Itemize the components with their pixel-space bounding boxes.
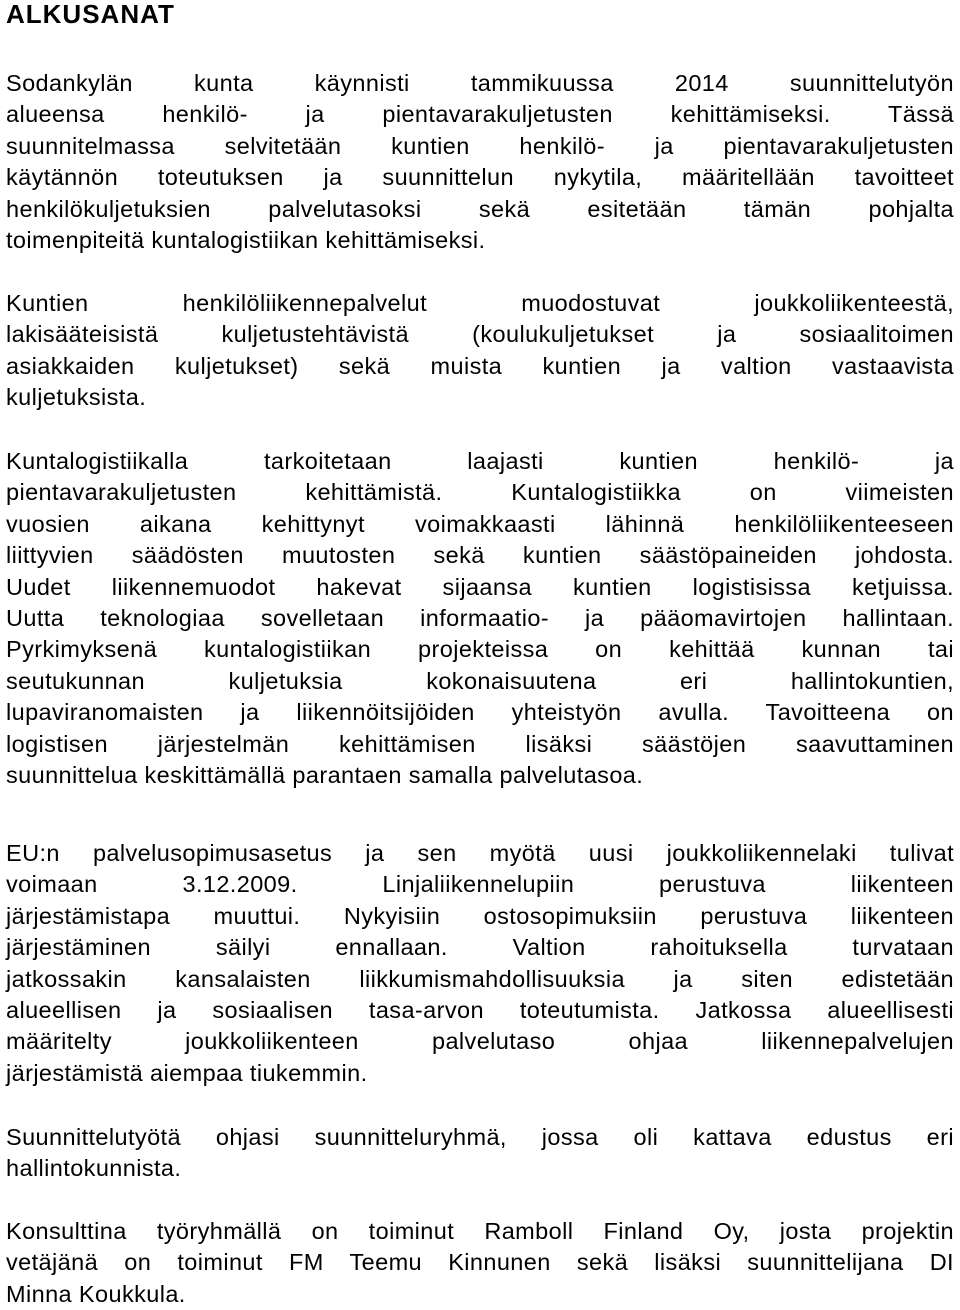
text-line: määritelty joukkoliikenteen palvelutaso ohjaa liikennepalvelujen <box>6 1028 954 1055</box>
text-line: Uutta teknologiaa sovelletaan informaatio- ja pääomavirtojen hallintaan. <box>6 605 954 632</box>
text-line: liittyvien säädösten muutosten sekä kuntien säästöpaineiden johdosta. <box>6 542 954 569</box>
text-line: toimenpiteitä kuntalogistiikan kehittämiseksi. <box>6 227 486 254</box>
text-line: voimaan 3.12.2009. Linjaliikennelupiin perustuva liikenteen <box>6 871 954 898</box>
text-line: järjestämistapa muuttui. Nykyisiin ostosopimuksiin perustuva liikenteen <box>6 902 954 929</box>
paragraph-logistics <box>6 446 954 791</box>
text-line: vuosien aikana kehittynyt voimakkaasti lähinnä henkilöliikenteeseen <box>6 510 954 537</box>
text-line: Kuntien henkilöliikennepalvelut muodostuvat joukkoliikenteestä, <box>6 290 954 316</box>
text-line: pientavarakuljetusten kehittämistä. Kuntalogistiikka on viimeisten <box>6 479 954 506</box>
paragraph-eu-regulation <box>6 838 954 1089</box>
text-line: käytännön toteutuksen ja suunnittelun nykytila, määritellään tavoitteet <box>6 164 954 191</box>
text-line: jatkossakin kansalaisten liikkumismahdollisuuksia ja siten edistetään <box>6 965 954 992</box>
text-line: kuljetuksista. <box>6 384 147 411</box>
page-title: ALKUSANAT <box>6 0 175 29</box>
text-line: henkilökuljetuksien palvelutasoksi sekä esitetään tämän pohjalta <box>6 195 954 222</box>
text-line: suunnittelua keskittämällä parantaen samalla palvelutasoa. <box>6 762 644 789</box>
text-line: Konsulttina työryhmällä on toiminut Ramboll Finland Oy, josta projektin <box>6 1218 954 1244</box>
text-line: lupaviranomaisten ja liikennöitsijöiden yhteistyön avulla. Tavoitteena on <box>6 699 954 726</box>
text-line: asiakkaiden kuljetukset) sekä muista kuntien ja valtion vastaavista <box>6 352 954 379</box>
text-line: Pyrkimyksenä kuntalogistiikan projekteissa on kehittää kunnan tai <box>6 636 954 663</box>
paragraph-consultant <box>6 1216 954 1310</box>
paragraph-intro <box>6 68 954 256</box>
text-line: hallintokunnista. <box>6 1155 182 1182</box>
text-line: järjestämistä aiempaa tiukemmin. <box>6 1059 368 1086</box>
text-line: logistisen järjestelmän kehittämisen lisäksi säästöjen saavuttaminen <box>6 730 954 757</box>
text-line: alueensa henkilö- ja pientavarakuljetusten kehittämiseksi. Tässä <box>6 101 954 128</box>
text-line: seutukunnan kuljetuksia kokonaisuutena eri hallintokuntien, <box>6 667 954 694</box>
text-line: EU:n palvelusopimusasetus ja sen myötä uusi joukkoliikennelaki tulivat <box>6 840 954 866</box>
text-line: järjestäminen säilyi ennallaan. Valtion rahoituksella turvataan <box>6 934 954 961</box>
paragraph-steering-group <box>6 1122 954 1185</box>
text-line: Uudet liikennemuodot hakevat sijaansa kuntien logistisissa ketjuissa. <box>6 573 954 600</box>
text-line: Minna Koukkula. <box>6 1280 186 1307</box>
text-line: alueellisen ja sosiaalisen tasa-arvon toteutumista. Jatkossa alueellisesti <box>6 997 954 1024</box>
text-line: Sodankylän kunta käynnisti tammikuussa 2014 suunnittelutyön <box>6 70 954 96</box>
paragraph-services <box>6 288 954 414</box>
text-line: lakisääteisistä kuljetustehtävistä (koulukuljetukset ja sosiaalitoimen <box>6 321 954 348</box>
text-line: Kuntalogistiikalla tarkoitetaan laajasti kuntien henkilö- ja <box>6 448 954 474</box>
text-line: vetäjänä on toiminut FM Teemu Kinnunen sekä lisäksi suunnittelijana DI <box>6 1249 954 1276</box>
text-line: suunnitelmassa selvitetään kuntien henkilö- ja pientavarakuljetusten <box>6 132 954 159</box>
text-line: Suunnittelutyötä ohjasi suunnitteluryhmä, jossa oli kattava edustus eri <box>6 1124 954 1150</box>
